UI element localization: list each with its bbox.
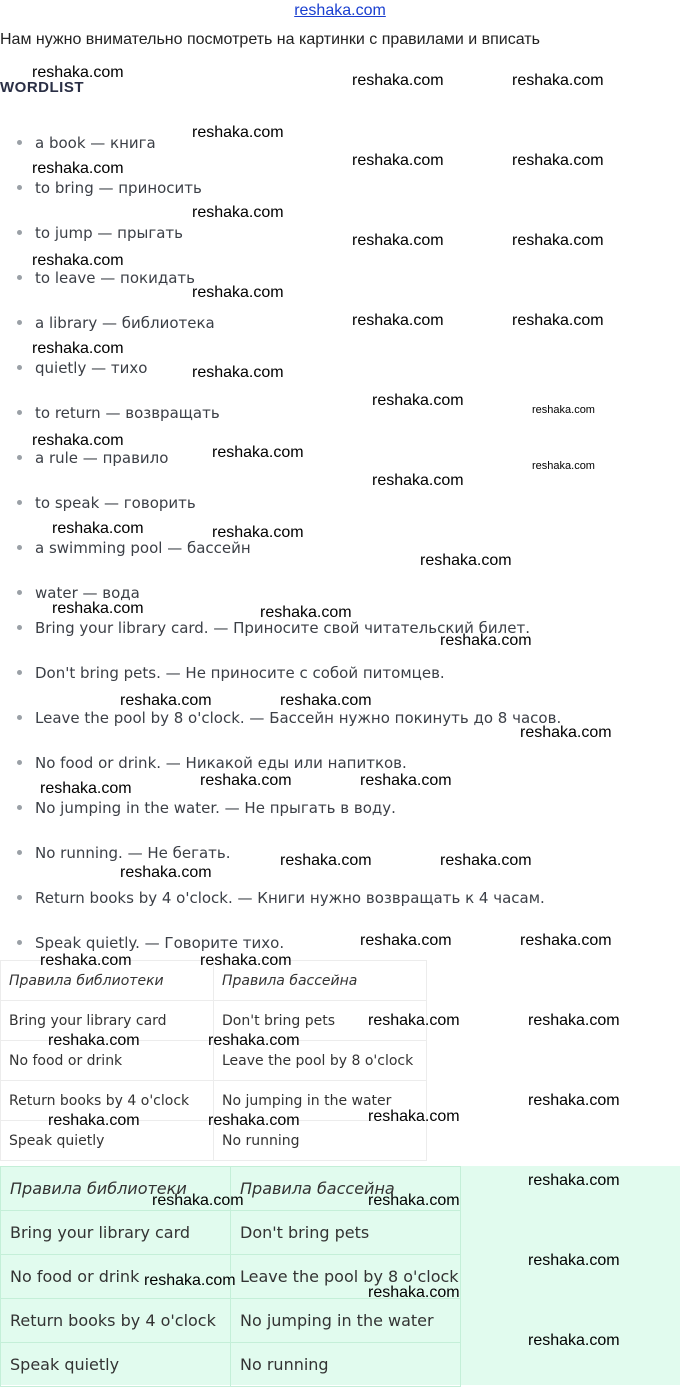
watermark: reshaka.com bbox=[372, 472, 464, 489]
watermark: reshaka.com bbox=[208, 1032, 300, 1049]
watermark: reshaka.com bbox=[512, 152, 604, 169]
table-cell: Return books by 4 o'clock bbox=[1, 1299, 231, 1343]
list-item: a book — книга bbox=[17, 131, 156, 155]
bullet-icon bbox=[17, 760, 22, 765]
watermark: reshaka.com bbox=[32, 160, 124, 177]
watermark: reshaka.com bbox=[40, 780, 132, 797]
table-cell: Leave the pool by 8 o'clock bbox=[214, 1041, 427, 1081]
bullet-icon bbox=[17, 590, 22, 595]
watermark: reshaka.com bbox=[280, 852, 372, 869]
list-item: Speak quietly. — Говорите тихо. bbox=[17, 931, 284, 955]
list-item: to speak — говорить bbox=[17, 491, 196, 515]
table-cell: Speak quietly bbox=[1, 1121, 214, 1161]
answer-table bbox=[0, 1166, 461, 1387]
watermark: reshaka.com bbox=[208, 1112, 300, 1129]
bullet-icon bbox=[17, 455, 22, 460]
watermark: reshaka.com bbox=[200, 952, 292, 969]
watermark: reshaka.com bbox=[52, 520, 144, 537]
watermark: reshaka.com bbox=[32, 252, 124, 269]
watermark: reshaka.com bbox=[52, 600, 144, 617]
list-item: No food or drink. — Никакой еды или напитков. bbox=[17, 751, 407, 775]
watermark: reshaka.com bbox=[192, 364, 284, 381]
watermark: reshaka.com bbox=[152, 1192, 244, 1209]
watermark: reshaka.com bbox=[32, 64, 124, 81]
site-link[interactable]: reshaka.com bbox=[294, 2, 386, 19]
table-row bbox=[1, 1211, 461, 1255]
watermark: reshaka.com bbox=[372, 392, 464, 409]
list-item: a library — библиотека bbox=[17, 311, 215, 335]
bullet-icon bbox=[17, 625, 22, 630]
table-row bbox=[1, 1255, 461, 1299]
table-row bbox=[1, 1343, 461, 1387]
watermark: reshaka.com bbox=[440, 852, 532, 869]
watermark: reshaka.com bbox=[212, 444, 304, 461]
bullet-icon bbox=[17, 410, 22, 415]
watermark: reshaka.com bbox=[420, 552, 512, 569]
list-item: a swimming pool — бассейн bbox=[17, 536, 251, 560]
watermark: reshaka.com bbox=[144, 1272, 236, 1289]
bullet-icon bbox=[17, 500, 22, 505]
table-header-row bbox=[1, 961, 427, 1001]
bullet-icon bbox=[17, 670, 22, 675]
watermark: reshaka.com bbox=[32, 432, 124, 449]
watermark: reshaka.com bbox=[368, 1192, 460, 1209]
watermark: reshaka.com bbox=[532, 460, 595, 472]
table-header-cell: Правила бассейна bbox=[231, 1167, 461, 1211]
watermark: reshaka.com bbox=[520, 724, 612, 741]
watermark: reshaka.com bbox=[360, 772, 452, 789]
bullet-icon bbox=[17, 850, 22, 855]
list-item: Bring your library card. — Приносите свой читательский билет. bbox=[17, 616, 530, 640]
watermark: reshaka.com bbox=[192, 204, 284, 221]
watermark: reshaka.com bbox=[368, 1284, 460, 1301]
table-cell: Bring your library card bbox=[1, 1001, 214, 1041]
watermark: reshaka.com bbox=[280, 692, 372, 709]
list-item: Don't bring pets. — Не приносите с собой питомцев. bbox=[17, 661, 445, 685]
bullet-icon bbox=[17, 895, 22, 900]
list-item: No jumping in the water. — Не прыгать в воду. bbox=[17, 796, 396, 820]
list-item: to bring — приносить bbox=[17, 176, 202, 200]
list-item: to leave — покидать bbox=[17, 266, 195, 290]
watermark: reshaka.com bbox=[528, 1252, 620, 1269]
watermark: reshaka.com bbox=[528, 1012, 620, 1029]
bullet-icon bbox=[17, 140, 22, 145]
list-item: to jump — прыгать bbox=[17, 221, 183, 245]
bullet-icon bbox=[17, 940, 22, 945]
watermark: reshaka.com bbox=[520, 932, 612, 949]
list-item: quietly — тихо bbox=[17, 356, 147, 380]
intro-text: Нам нужно внимательно посмотреть на картинки с правилами и вписать bbox=[0, 31, 540, 48]
watermark: reshaka.com bbox=[32, 340, 124, 357]
watermark: reshaka.com bbox=[532, 404, 595, 416]
table-header-cell: Правила библиотеки bbox=[1, 961, 214, 1001]
watermark: reshaka.com bbox=[360, 932, 452, 949]
watermark: reshaka.com bbox=[512, 72, 604, 89]
bullet-icon bbox=[17, 715, 22, 720]
bullet-icon bbox=[17, 805, 22, 810]
bullet-icon bbox=[17, 185, 22, 190]
watermark: reshaka.com bbox=[192, 124, 284, 141]
bullet-icon bbox=[17, 320, 22, 325]
bullet-icon bbox=[17, 545, 22, 550]
watermark: reshaka.com bbox=[48, 1112, 140, 1129]
bullet-icon bbox=[17, 275, 22, 280]
table-cell: No running bbox=[214, 1121, 427, 1161]
table-cell: Don't bring pets bbox=[214, 1001, 427, 1041]
watermark: reshaka.com bbox=[528, 1332, 620, 1349]
list-item: to return — возвращать bbox=[17, 401, 220, 425]
watermark: reshaka.com bbox=[352, 312, 444, 329]
watermark: reshaka.com bbox=[440, 632, 532, 649]
table-cell: No running bbox=[231, 1343, 461, 1387]
watermark: reshaka.com bbox=[528, 1172, 620, 1189]
table-header-row bbox=[1, 1167, 461, 1211]
list-item: a rule — правило bbox=[17, 446, 168, 470]
table-header-cell: Правила бассейна bbox=[214, 961, 427, 1001]
watermark: reshaka.com bbox=[368, 1012, 460, 1029]
table-cell: No jumping in the water bbox=[214, 1081, 427, 1121]
list-item: Leave the pool by 8 o'clock. — Бассейн нужно покинуть до 8 часов. bbox=[17, 706, 561, 730]
table-cell: Return books by 4 o'clock bbox=[1, 1081, 214, 1121]
bullet-icon bbox=[17, 365, 22, 370]
watermark: reshaka.com bbox=[120, 692, 212, 709]
watermark: reshaka.com bbox=[352, 72, 444, 89]
table-row bbox=[1, 1001, 427, 1041]
rules-table bbox=[0, 960, 427, 1161]
table-cell: Bring your library card bbox=[1, 1211, 231, 1255]
table-header-cell: Правила библиотеки bbox=[1, 1167, 231, 1211]
table-row bbox=[1, 1041, 427, 1081]
watermark: reshaka.com bbox=[192, 284, 284, 301]
watermark: reshaka.com bbox=[260, 604, 352, 621]
watermark: reshaka.com bbox=[512, 312, 604, 329]
table-cell: No jumping in the water bbox=[231, 1299, 461, 1343]
watermark: reshaka.com bbox=[352, 232, 444, 249]
list-item: No running. — Не бегать. bbox=[17, 841, 231, 865]
table-cell: No food or drink bbox=[1, 1255, 231, 1299]
list-item: Return books by 4 o'clock. — Книги нужно возвращать к 4 часам. bbox=[17, 886, 545, 910]
watermark: reshaka.com bbox=[200, 772, 292, 789]
table-cell: Don't bring pets bbox=[231, 1211, 461, 1255]
list-item: water — вода bbox=[17, 581, 140, 605]
watermark: reshaka.com bbox=[212, 524, 304, 541]
table-row bbox=[1, 1081, 427, 1121]
watermark: reshaka.com bbox=[48, 1032, 140, 1049]
wordlist-heading: WORDLIST bbox=[0, 79, 84, 96]
table-cell: No food or drink bbox=[1, 1041, 214, 1081]
watermark: reshaka.com bbox=[368, 1108, 460, 1125]
watermark: reshaka.com bbox=[528, 1092, 620, 1109]
table-row bbox=[1, 1121, 427, 1161]
watermark: reshaka.com bbox=[512, 232, 604, 249]
watermark: reshaka.com bbox=[352, 152, 444, 169]
table-row bbox=[1, 1299, 461, 1343]
table-cell: Speak quietly bbox=[1, 1343, 231, 1387]
bullet-icon bbox=[17, 230, 22, 235]
watermark: reshaka.com bbox=[120, 864, 212, 881]
watermark: reshaka.com bbox=[40, 952, 132, 969]
table-cell: Leave the pool by 8 o'clock bbox=[231, 1255, 461, 1299]
